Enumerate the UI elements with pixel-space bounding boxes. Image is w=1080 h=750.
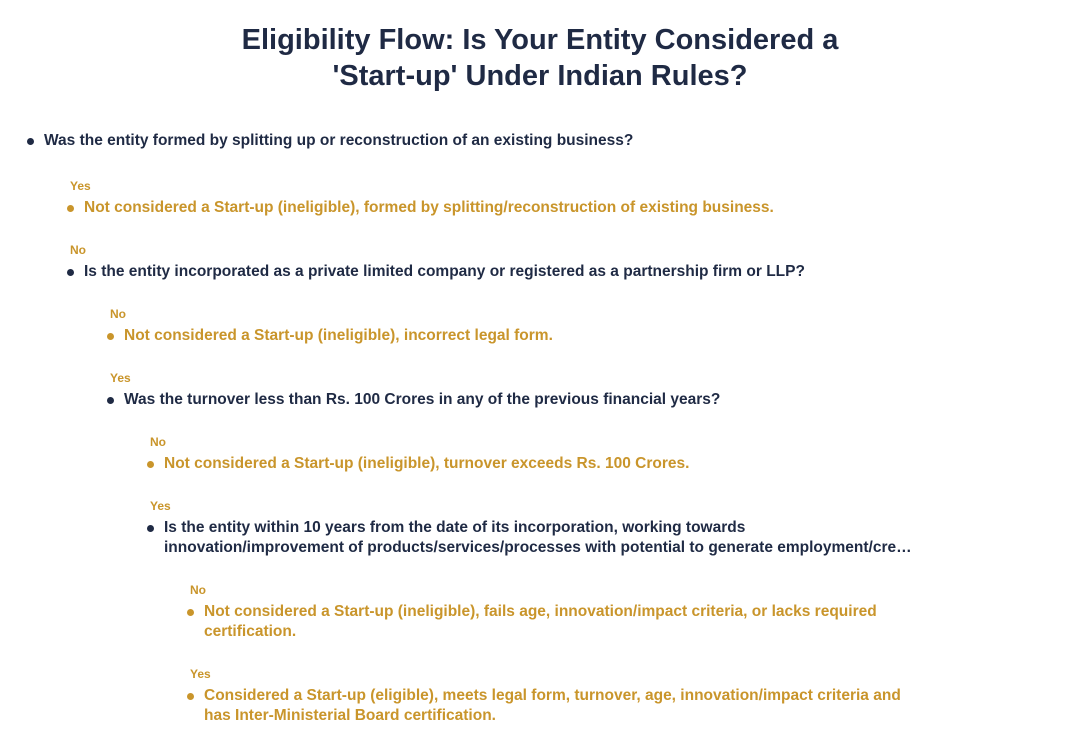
question-node-age-innovation bbox=[146, 499, 946, 558]
node-row bbox=[146, 518, 946, 558]
result-node-legal-form-ineligible bbox=[106, 307, 553, 346]
result-node-age-innovation-ineligible bbox=[186, 583, 986, 642]
edge-label-no: No bbox=[150, 435, 166, 449]
node-text: Was the entity formed by splitting up or reconstruction of an existing business? bbox=[44, 132, 634, 149]
node-text: Was the turnover less than Rs. 100 Crores in any of the previous financial years? bbox=[124, 391, 721, 408]
node-text-line-1: Considered a Start-up (eligible), meets legal form, turnover, age, innovation/impact criteria and bbox=[204, 687, 901, 704]
node-row bbox=[106, 390, 720, 410]
node-row bbox=[66, 198, 774, 218]
bullet-icon bbox=[107, 333, 114, 340]
bullet-icon bbox=[67, 205, 74, 212]
node-text-line-1: Not considered a Start-up (ineligible), fails age, innovation/impact criteria, or lacks required bbox=[204, 603, 877, 620]
edge-label-no: No bbox=[190, 583, 206, 597]
edge-label-yes: Yes bbox=[150, 499, 171, 513]
result-node-turnover-ineligible bbox=[146, 435, 689, 474]
node-text-line-2: certification. bbox=[204, 623, 297, 640]
question-node-legal-form bbox=[66, 243, 805, 282]
question-node-turnover bbox=[106, 371, 720, 410]
node-text-line-2: innovation/improvement of products/services/processes with potential to generate employment/cre… bbox=[164, 539, 912, 556]
node-row bbox=[66, 262, 805, 282]
bullet-icon bbox=[187, 693, 194, 700]
page-title-line-1: Eligibility Flow: Is Your Entity Considered a bbox=[241, 24, 839, 56]
bullet-icon bbox=[107, 397, 114, 404]
result-node-eligible bbox=[186, 667, 986, 726]
edge-label-yes: Yes bbox=[190, 667, 211, 681]
bullet-icon bbox=[187, 609, 194, 616]
page-title-line-2: 'Start-up' Under Indian Rules? bbox=[332, 60, 748, 92]
node-text: Not considered a Start-up (ineligible), formed by splitting/reconstruction of existing business. bbox=[84, 199, 774, 216]
bullet-icon bbox=[27, 138, 34, 145]
node-row bbox=[186, 602, 986, 642]
result-node-reconstruction-ineligible bbox=[66, 179, 774, 218]
node-text: Not considered a Start-up (ineligible), incorrect legal form. bbox=[124, 327, 553, 344]
node-row bbox=[186, 686, 986, 726]
edge-label-no: No bbox=[70, 243, 86, 257]
edge-label-yes: Yes bbox=[110, 371, 131, 385]
node-text: Is the entity incorporated as a private limited company or registered as a partnership firm or LLP? bbox=[84, 263, 805, 280]
question-node-formation bbox=[26, 131, 633, 151]
node-text-line-2: has Inter-Ministerial Board certification. bbox=[204, 707, 496, 724]
node-text-line-1: Is the entity within 10 years from the date of its incorporation, working towards bbox=[164, 519, 746, 536]
node-row bbox=[106, 326, 553, 346]
page-title bbox=[0, 22, 1080, 94]
node-row bbox=[146, 454, 689, 474]
edge-label-yes: Yes bbox=[70, 179, 91, 193]
bullet-icon bbox=[147, 461, 154, 468]
node-text: Not considered a Start-up (ineligible), turnover exceeds Rs. 100 Crores. bbox=[164, 455, 690, 472]
bullet-icon bbox=[67, 269, 74, 276]
bullet-icon bbox=[147, 525, 154, 532]
edge-label-no: No bbox=[110, 307, 126, 321]
node-row bbox=[26, 131, 633, 151]
